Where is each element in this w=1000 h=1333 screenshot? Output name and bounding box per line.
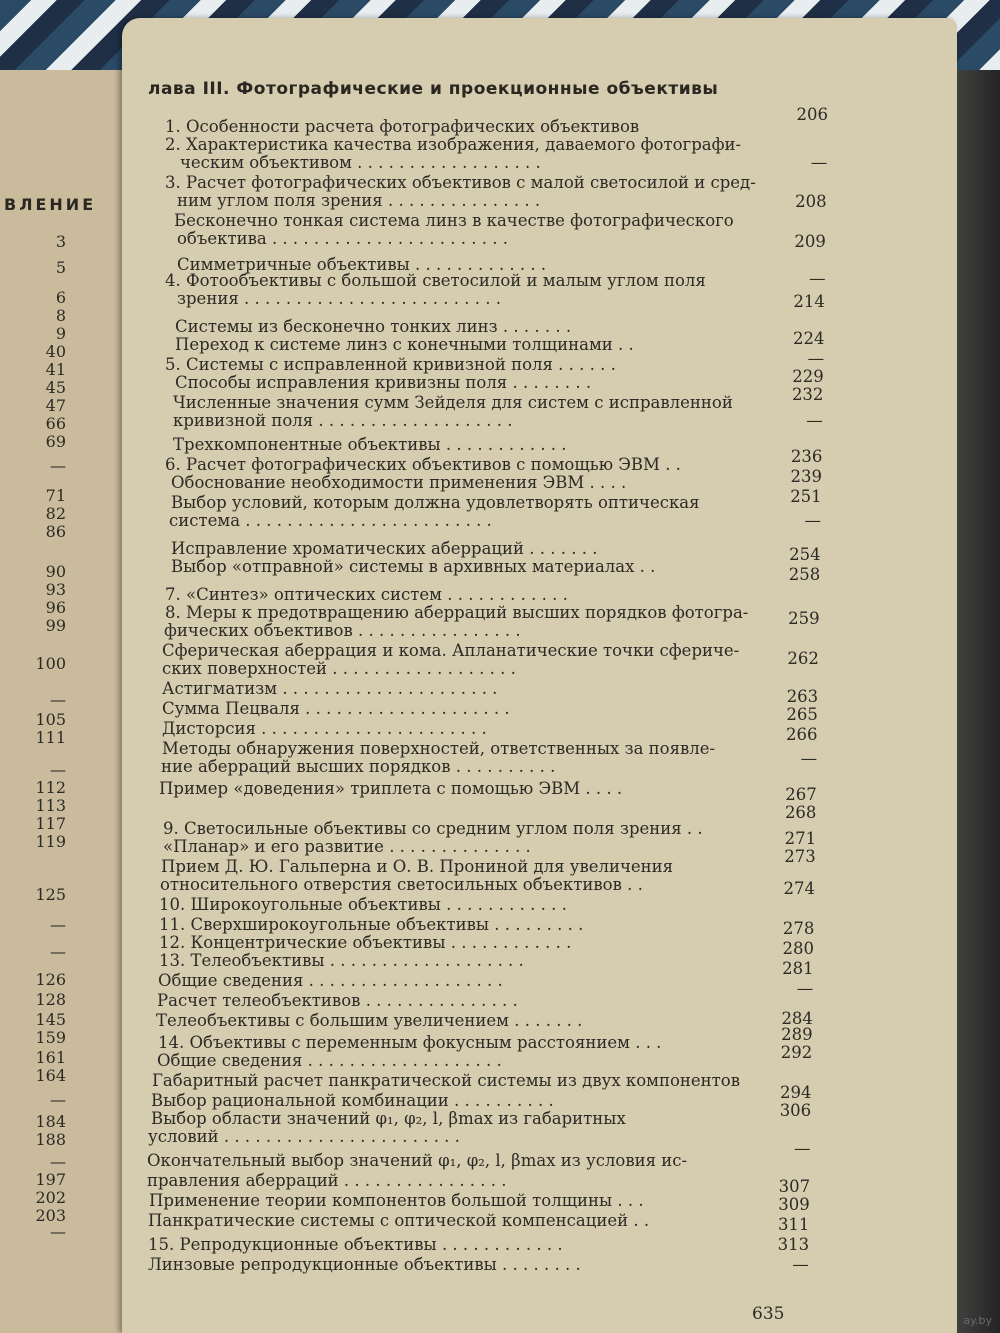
toc-entry-text: Выбор рациональной комбинации . . . . . . . . . . — [151, 1091, 554, 1110]
toc-entry-page: 236 — [790, 447, 823, 466]
toc-entry-text: Выбор области значений φ₁, φ₂, l, βmax из габаритных — [151, 1109, 626, 1128]
toc-entry-text: зрения . . . . . . . . . . . . . . . . . . . . . . . . . — [177, 289, 501, 308]
left-page-number: 105 — [35, 710, 66, 729]
toc-entry-page: 278 — [782, 919, 815, 938]
toc-entry-text: 1. Особенности расчета фотографических объективов — [165, 117, 640, 136]
toc-entry-page: 271 — [784, 829, 817, 848]
toc-entry-text: Сферическая аберрация и кома. Апланатические точки сфериче- — [162, 641, 740, 660]
toc-entry-text: Выбор условий, которым должна удовлетворять оптическая — [171, 493, 700, 512]
left-page-number: 184 — [35, 1112, 66, 1131]
watermark: ay.by — [963, 1314, 992, 1327]
left-page-number: 90 — [45, 562, 66, 581]
toc-entry-text: ских поверхностей . . . . . . . . . . . . . . . . . . — [162, 659, 516, 678]
left-page-number: 8 — [55, 306, 66, 325]
toc-entry-page: 266 — [786, 725, 818, 744]
left-page-number: — — [50, 915, 66, 934]
toc-entry-text: Окончательный выбор значений φ₁, φ₂, l, βmax из условия ис- — [147, 1151, 688, 1170]
left-page-number: 164 — [35, 1066, 66, 1085]
left-page-number: 45 — [45, 378, 66, 397]
toc-entry-page: — — [807, 349, 825, 368]
left-page-title: ВЛЕНИЕ — [4, 195, 97, 214]
toc-entry-page: 274 — [783, 879, 816, 898]
left-page-number: 113 — [35, 796, 66, 815]
toc-entry-text: Системы из бесконечно тонких линз . . . . . . . — [175, 317, 572, 336]
toc-entry-text: Симметричные объективы . . . . . . . . . . . . . — [177, 255, 547, 274]
left-page-number: 66 — [45, 414, 66, 433]
toc-entry-page: — — [809, 269, 826, 288]
toc-entry-text: условий . . . . . . . . . . . . . . . . . . . . . . . — [148, 1127, 460, 1146]
left-page-number: 6 — [55, 288, 66, 307]
left-page-number: 86 — [45, 522, 66, 541]
toc-entry-page: 229 — [792, 367, 824, 386]
left-page-number: 203 — [35, 1206, 66, 1225]
toc-entry-page: 262 — [787, 649, 819, 668]
toc-entry-text: 4. Фотообъективы с большой светосилой и малым углом поля — [165, 271, 706, 290]
left-page-number: 117 — [35, 814, 66, 833]
left-page-number: 47 — [45, 396, 66, 415]
toc-entry-text: кривизной поля . . . . . . . . . . . . . . . . . . . — [173, 411, 513, 430]
toc-entry-page: 254 — [789, 545, 821, 564]
toc-entry-page: 289 — [781, 1025, 813, 1044]
toc-entry-text: Численные значения сумм Зейделя для систем с исправленной — [173, 393, 733, 412]
toc-entry-page: 280 — [782, 939, 814, 958]
toc-entry-page: 239 — [790, 467, 823, 486]
toc-entry-page: — — [792, 1255, 809, 1274]
toc-entry-text: Дисторсия . . . . . . . . . . . . . . . . . . . . . . — [162, 719, 487, 738]
left-page-number: 40 — [45, 342, 66, 361]
left-page-number: 202 — [35, 1188, 66, 1207]
toc-entry-page: 267 — [785, 785, 817, 804]
toc-entry-text: 5. Системы с исправленной кривизной поля . . . . . . — [165, 355, 616, 374]
left-page-number: 111 — [35, 728, 66, 747]
toc-entry-page: 258 — [788, 565, 821, 584]
toc-entry-text: ческим объективом . . . . . . . . . . . . . . . . . . — [180, 153, 541, 172]
left-page-number: — — [50, 1152, 66, 1171]
toc-entry-page: 251 — [790, 487, 822, 506]
toc-entry-text: 12. Концентрические объективы . . . . . . . . . . . . — [159, 933, 572, 952]
left-page-number: 96 — [45, 598, 66, 617]
left-page-number: — — [50, 690, 66, 709]
toc-entry-page: 206 — [796, 105, 828, 124]
toc-entry-page: — — [804, 511, 821, 530]
toc-entry-text: Панкратические системы с оптической компенсацией . . — [148, 1211, 650, 1230]
toc-entry-text: Пример «доведения» триплета с помощью ЭВМ . . . . — [159, 779, 623, 798]
left-page-number: 100 — [35, 654, 66, 673]
toc-entry-text: Астигматизм . . . . . . . . . . . . . . . . . . . . . — [162, 679, 498, 698]
toc-entry-page: 232 — [791, 385, 824, 404]
toc-entry-text: Трехкомпонентные объективы . . . . . . . . . . . . — [173, 435, 567, 454]
toc-entry-text: Бесконечно тонкая система линз в качестве фотографического — [174, 211, 734, 230]
toc-entry-text: Сумма Пецваля . . . . . . . . . . . . . . . . . . . . — [162, 699, 510, 718]
left-page-number: 112 — [35, 778, 66, 797]
toc-entry-page: 208 — [795, 192, 827, 211]
toc-entry-text: 11. Сверхширокоугольные объективы . . . . . . . . . — [159, 915, 584, 934]
toc-entry-text: Общие сведения . . . . . . . . . . . . . . . . . . . — [158, 971, 503, 990]
toc-entry-text: ним углом поля зрения . . . . . . . . . . . . . . . — [177, 191, 541, 210]
left-page-number: 159 — [35, 1028, 66, 1047]
left-page-number: 41 — [45, 360, 66, 379]
left-page-number: — — [50, 1222, 66, 1241]
left-page-number: — — [50, 456, 66, 475]
toc-entry-text: Габаритный расчет панкратической системы из двух компонентов — [152, 1071, 741, 1090]
toc-entry-page: 307 — [778, 1177, 811, 1196]
toc-entry-text: Способы исправления кривизны поля . . . . . . . . — [175, 373, 592, 392]
toc-entry-page: — — [806, 411, 823, 430]
left-page — [0, 70, 140, 1333]
toc-entry-text: «Планар» и его развитие . . . . . . . . . . . . . . — [163, 837, 531, 856]
left-page-number: 82 — [45, 504, 66, 523]
toc-entry-text: 6. Расчет фотографических объективов с помощью ЭВМ . . — [165, 455, 681, 474]
left-page-number: — — [50, 760, 66, 779]
toc-entry-page: 259 — [788, 609, 820, 628]
toc-entry-text: 8. Меры к предотвращению аберраций высших порядков фотогра- — [165, 603, 749, 622]
page-number: 635 — [752, 1304, 785, 1324]
toc-entry-page: — — [800, 749, 818, 768]
toc-entry-text: объектива . . . . . . . . . . . . . . . . . . . . . . . — [177, 229, 508, 248]
toc-entry-page: 268 — [784, 803, 817, 822]
toc-entry-page: 294 — [780, 1083, 812, 1102]
toc-entry-text: ние аберраций высших порядков . . . . . . . . . . — [161, 757, 556, 776]
toc-entry-page: 209 — [794, 232, 826, 251]
toc-entry-page: 263 — [786, 687, 819, 706]
left-page-number: 161 — [35, 1048, 66, 1067]
toc-entry-page: 292 — [780, 1043, 813, 1062]
toc-entry-text: Обоснование необходимости применения ЭВМ . . . . — [171, 473, 627, 492]
toc-entry-text: правления аберраций . . . . . . . . . . . . . . . . — [147, 1171, 507, 1190]
toc-entry-text: 13. Телеобъективы . . . . . . . . . . . . . . . . . . . — [159, 951, 524, 970]
toc-entry-page: 281 — [782, 959, 814, 978]
toc-entry-text: 7. «Синтез» оптических систем . . . . . . . . . . . . — [165, 585, 568, 604]
toc-entry-page: 309 — [778, 1195, 810, 1214]
left-page-number: 119 — [35, 832, 66, 851]
left-page-number: 126 — [35, 970, 66, 989]
toc-entry-page: 284 — [781, 1009, 813, 1028]
left-page-number: — — [50, 942, 66, 961]
toc-entry-page: 306 — [779, 1101, 812, 1120]
toc-entry-text: Телеобъективы с большим увеличением . . . . . . . — [156, 1011, 583, 1030]
toc-entry-page: 313 — [777, 1235, 810, 1254]
toc-entry-text: Исправление хроматических аберраций . . . . . . . — [171, 539, 598, 558]
toc-entry-page: 224 — [793, 329, 825, 348]
toc-entry-page: 311 — [777, 1215, 810, 1234]
toc-entry-text: 9. Светосильные объективы со средним углом поля зрения . . — [163, 819, 703, 838]
toc-entry-text: Общие сведения . . . . . . . . . . . . . . . . . . . — [157, 1051, 502, 1070]
toc-entry-text: 14. Объективы с переменным фокусным расстоянием . . . — [158, 1033, 662, 1052]
toc-entry-text: Расчет телеобъективов . . . . . . . . . . . . . . . — [157, 991, 518, 1010]
left-page-number: 5 — [55, 258, 66, 277]
toc-entry-text: Прием Д. Ю. Гальперна и О. В. Прониной для увеличения — [161, 857, 674, 876]
left-page-number: 128 — [35, 990, 66, 1009]
left-page-number: 71 — [45, 486, 66, 505]
toc-entry-text: Переход к системе линз с конечными толщинами . . — [175, 335, 634, 354]
left-page-number: 69 — [45, 432, 66, 451]
toc-entry-text: 3. Расчет фотографических объективов с малой светосилой и сред- — [165, 173, 756, 192]
toc-entry-page: — — [796, 979, 814, 998]
toc-entry-page: — — [810, 153, 828, 172]
toc-entry-text: Применение теории компонентов большой толщины . . . — [149, 1191, 644, 1210]
toc-entry-text: 2. Характеристика качества изображения, даваемого фотографи- — [165, 135, 742, 154]
toc-entry-page: — — [794, 1139, 811, 1158]
toc-entry-text: фических объективов . . . . . . . . . . . . . . . . — [164, 621, 521, 640]
toc-entry-text: относительного отверстия светосильных объективов . . — [160, 875, 643, 894]
toc-entry-page: 273 — [784, 847, 816, 866]
left-page-number: 99 — [45, 616, 66, 635]
left-page-number: 197 — [35, 1170, 66, 1189]
left-page-number: 9 — [55, 324, 66, 343]
left-page-number: 125 — [35, 885, 66, 904]
left-page-number: — — [50, 1090, 66, 1109]
toc-entry-text: Линзовые репродукционные объективы . . . . . . . . — [148, 1255, 581, 1274]
left-page-number: 188 — [35, 1130, 66, 1149]
toc-entry-text: Методы обнаружения поверхностей, ответственных за появле- — [162, 739, 716, 758]
toc-entry-text: 10. Широкоугольные объективы . . . . . . . . . . . . — [159, 895, 567, 914]
left-page-number: 3 — [55, 232, 66, 251]
toc-entry-page: 265 — [786, 705, 818, 724]
left-page-number: 145 — [35, 1010, 66, 1029]
left-page-number: 93 — [45, 580, 66, 599]
toc-entry-text: 15. Репродукционные объективы . . . . . . . . . . . . — [148, 1235, 563, 1254]
toc-entry-text: система . . . . . . . . . . . . . . . . . . . . . . . . — [169, 511, 492, 530]
toc-entry-text: Выбор «отправной» системы в архивных материалах . . — [171, 557, 656, 576]
chapter-title: лава III. Фотографические и проекционные объективы — [148, 79, 719, 99]
toc-entry-page: 214 — [793, 292, 825, 311]
